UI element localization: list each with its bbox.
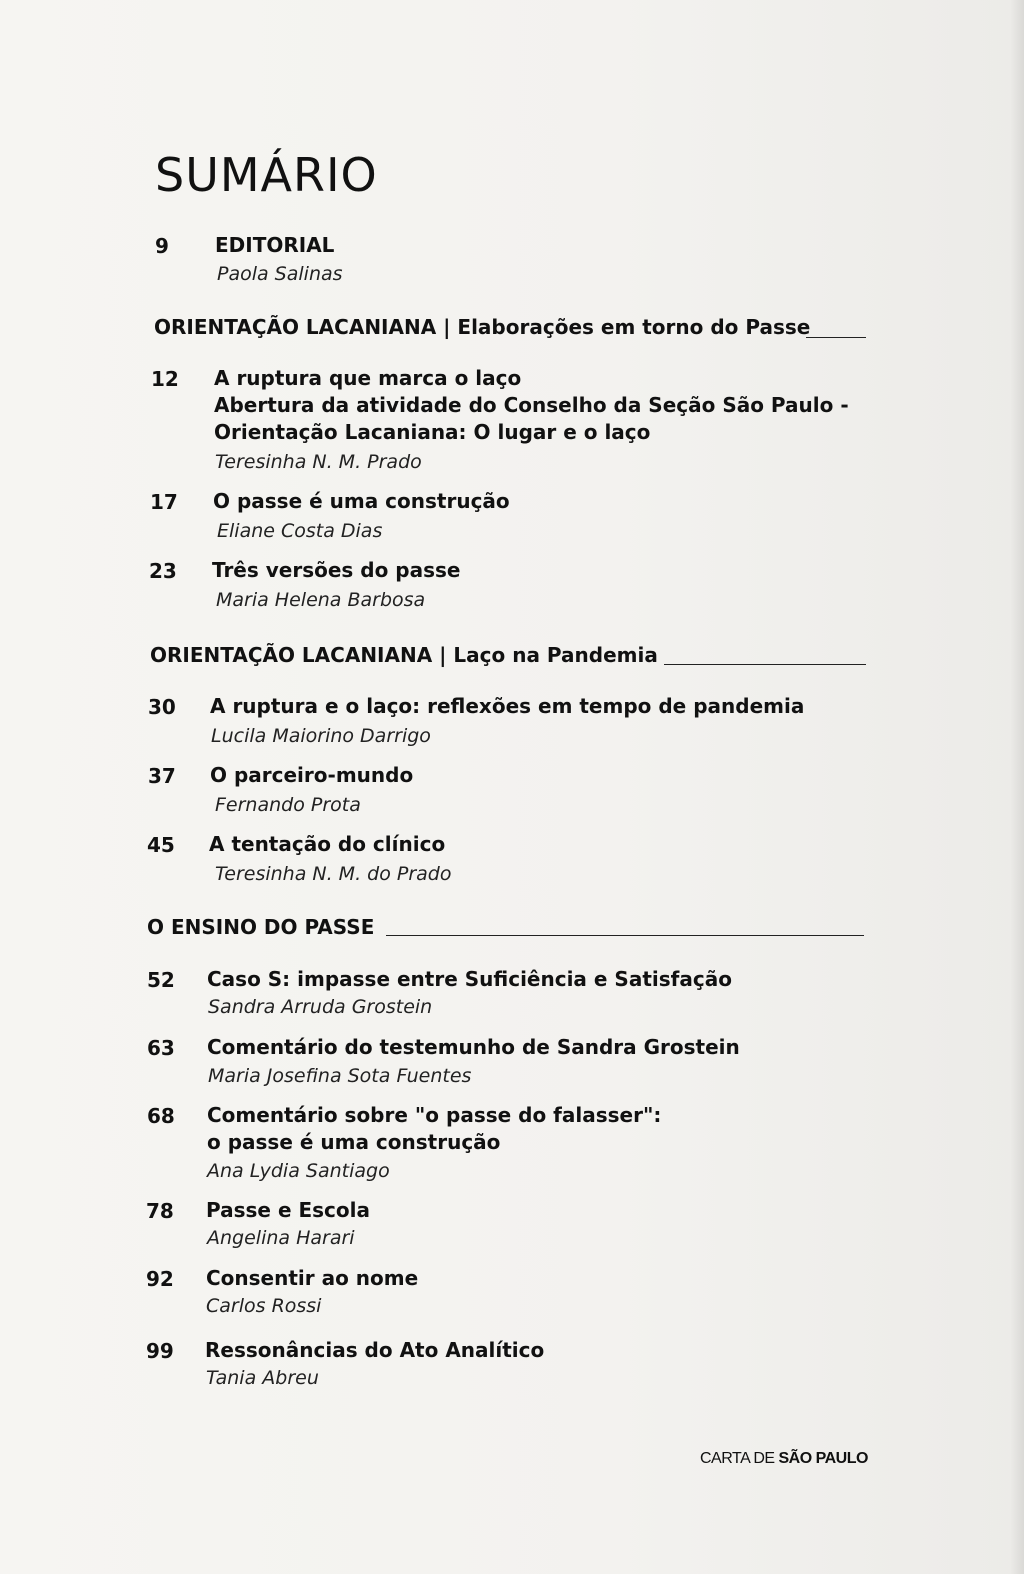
page-number: 45 xyxy=(147,833,175,857)
entry-title: O parceiro-mundo xyxy=(210,763,414,787)
entry-title: A ruptura e o laço: reflexões em tempo de pandemia xyxy=(210,694,805,718)
page-number: 9 xyxy=(155,234,169,258)
entry-author: Angelina Harari xyxy=(207,1227,355,1249)
entry-author: Paola Salinas xyxy=(217,263,343,285)
entry-author: Carlos Rossi xyxy=(206,1295,322,1317)
page-number: 63 xyxy=(147,1036,175,1060)
page-number: 17 xyxy=(150,490,178,514)
entry-title: Comentário do testemunho de Sandra Grostein xyxy=(207,1035,740,1059)
page-title: SUMÁRIO xyxy=(155,148,378,202)
section-rule xyxy=(664,664,866,665)
section-label: ORIENTAÇÃO LACANIANA | Laço na Pandemia xyxy=(150,643,658,667)
entry-title: A tentação do clínico xyxy=(209,832,446,856)
entry-author: Teresinha N. M. do Prado xyxy=(215,863,452,885)
page-number: 23 xyxy=(149,559,177,583)
section-header xyxy=(0,915,1024,945)
entry-author: Sandra Arruda Grostein xyxy=(208,996,433,1018)
page-number: 92 xyxy=(146,1267,174,1291)
entry-title: Ressonâncias do Ato Analítico xyxy=(205,1338,545,1362)
entry-author: Eliane Costa Dias xyxy=(217,520,383,542)
page-number: 68 xyxy=(147,1104,175,1128)
entry-title: Três versões do passe xyxy=(212,558,461,582)
entry-author: Teresinha N. M. Prado xyxy=(215,451,422,473)
section-label: ORIENTAÇÃO LACANIANA | Elaborações em torno do Passe xyxy=(154,315,811,339)
page-number: 78 xyxy=(146,1199,174,1223)
entry-author: Ana Lydia Santiago xyxy=(207,1160,390,1182)
section-rule xyxy=(806,337,866,338)
entry-author: Fernando Prota xyxy=(215,794,361,816)
entry-title: Passe e Escola xyxy=(206,1198,370,1222)
entry-title: Caso S: impasse entre Suficiência e Satisfação xyxy=(207,967,732,991)
page-number: 30 xyxy=(148,695,176,719)
entry-title: O passe é uma construção xyxy=(213,489,510,513)
entry-title: Consentir ao nome xyxy=(206,1266,419,1290)
section-header xyxy=(0,643,1024,673)
entry-title: A ruptura que marca o laço Abertura da atividade do Conselho da Seção São Paulo - Orientação Lacaniana: O lugar e o laço xyxy=(214,366,849,444)
page-number: 12 xyxy=(151,367,179,391)
section-rule xyxy=(386,935,864,936)
entry-author: Maria Josefina Sota Fuentes xyxy=(208,1065,472,1087)
entry-author: Tania Abreu xyxy=(206,1367,319,1389)
logo-part-sao-paulo: SÃO PAULO xyxy=(778,1450,868,1467)
entry-title: EDITORIAL xyxy=(215,233,335,257)
page-number: 37 xyxy=(148,764,176,788)
entry-title: Comentário sobre "o passe do falasser": o passe é uma construção xyxy=(207,1103,662,1154)
page-edge-shadow xyxy=(1010,0,1024,1574)
section-header xyxy=(0,315,1024,345)
logo-part-carta: CARTA DE xyxy=(700,1450,775,1467)
page-number: 99 xyxy=(146,1339,174,1363)
journal-logo xyxy=(700,1450,868,1468)
entry-author: Maria Helena Barbosa xyxy=(216,589,426,611)
page-number: 52 xyxy=(147,968,175,992)
section-label: O ENSINO DO PASSE xyxy=(147,915,375,939)
entry-author: Lucila Maiorino Darrigo xyxy=(211,725,431,747)
